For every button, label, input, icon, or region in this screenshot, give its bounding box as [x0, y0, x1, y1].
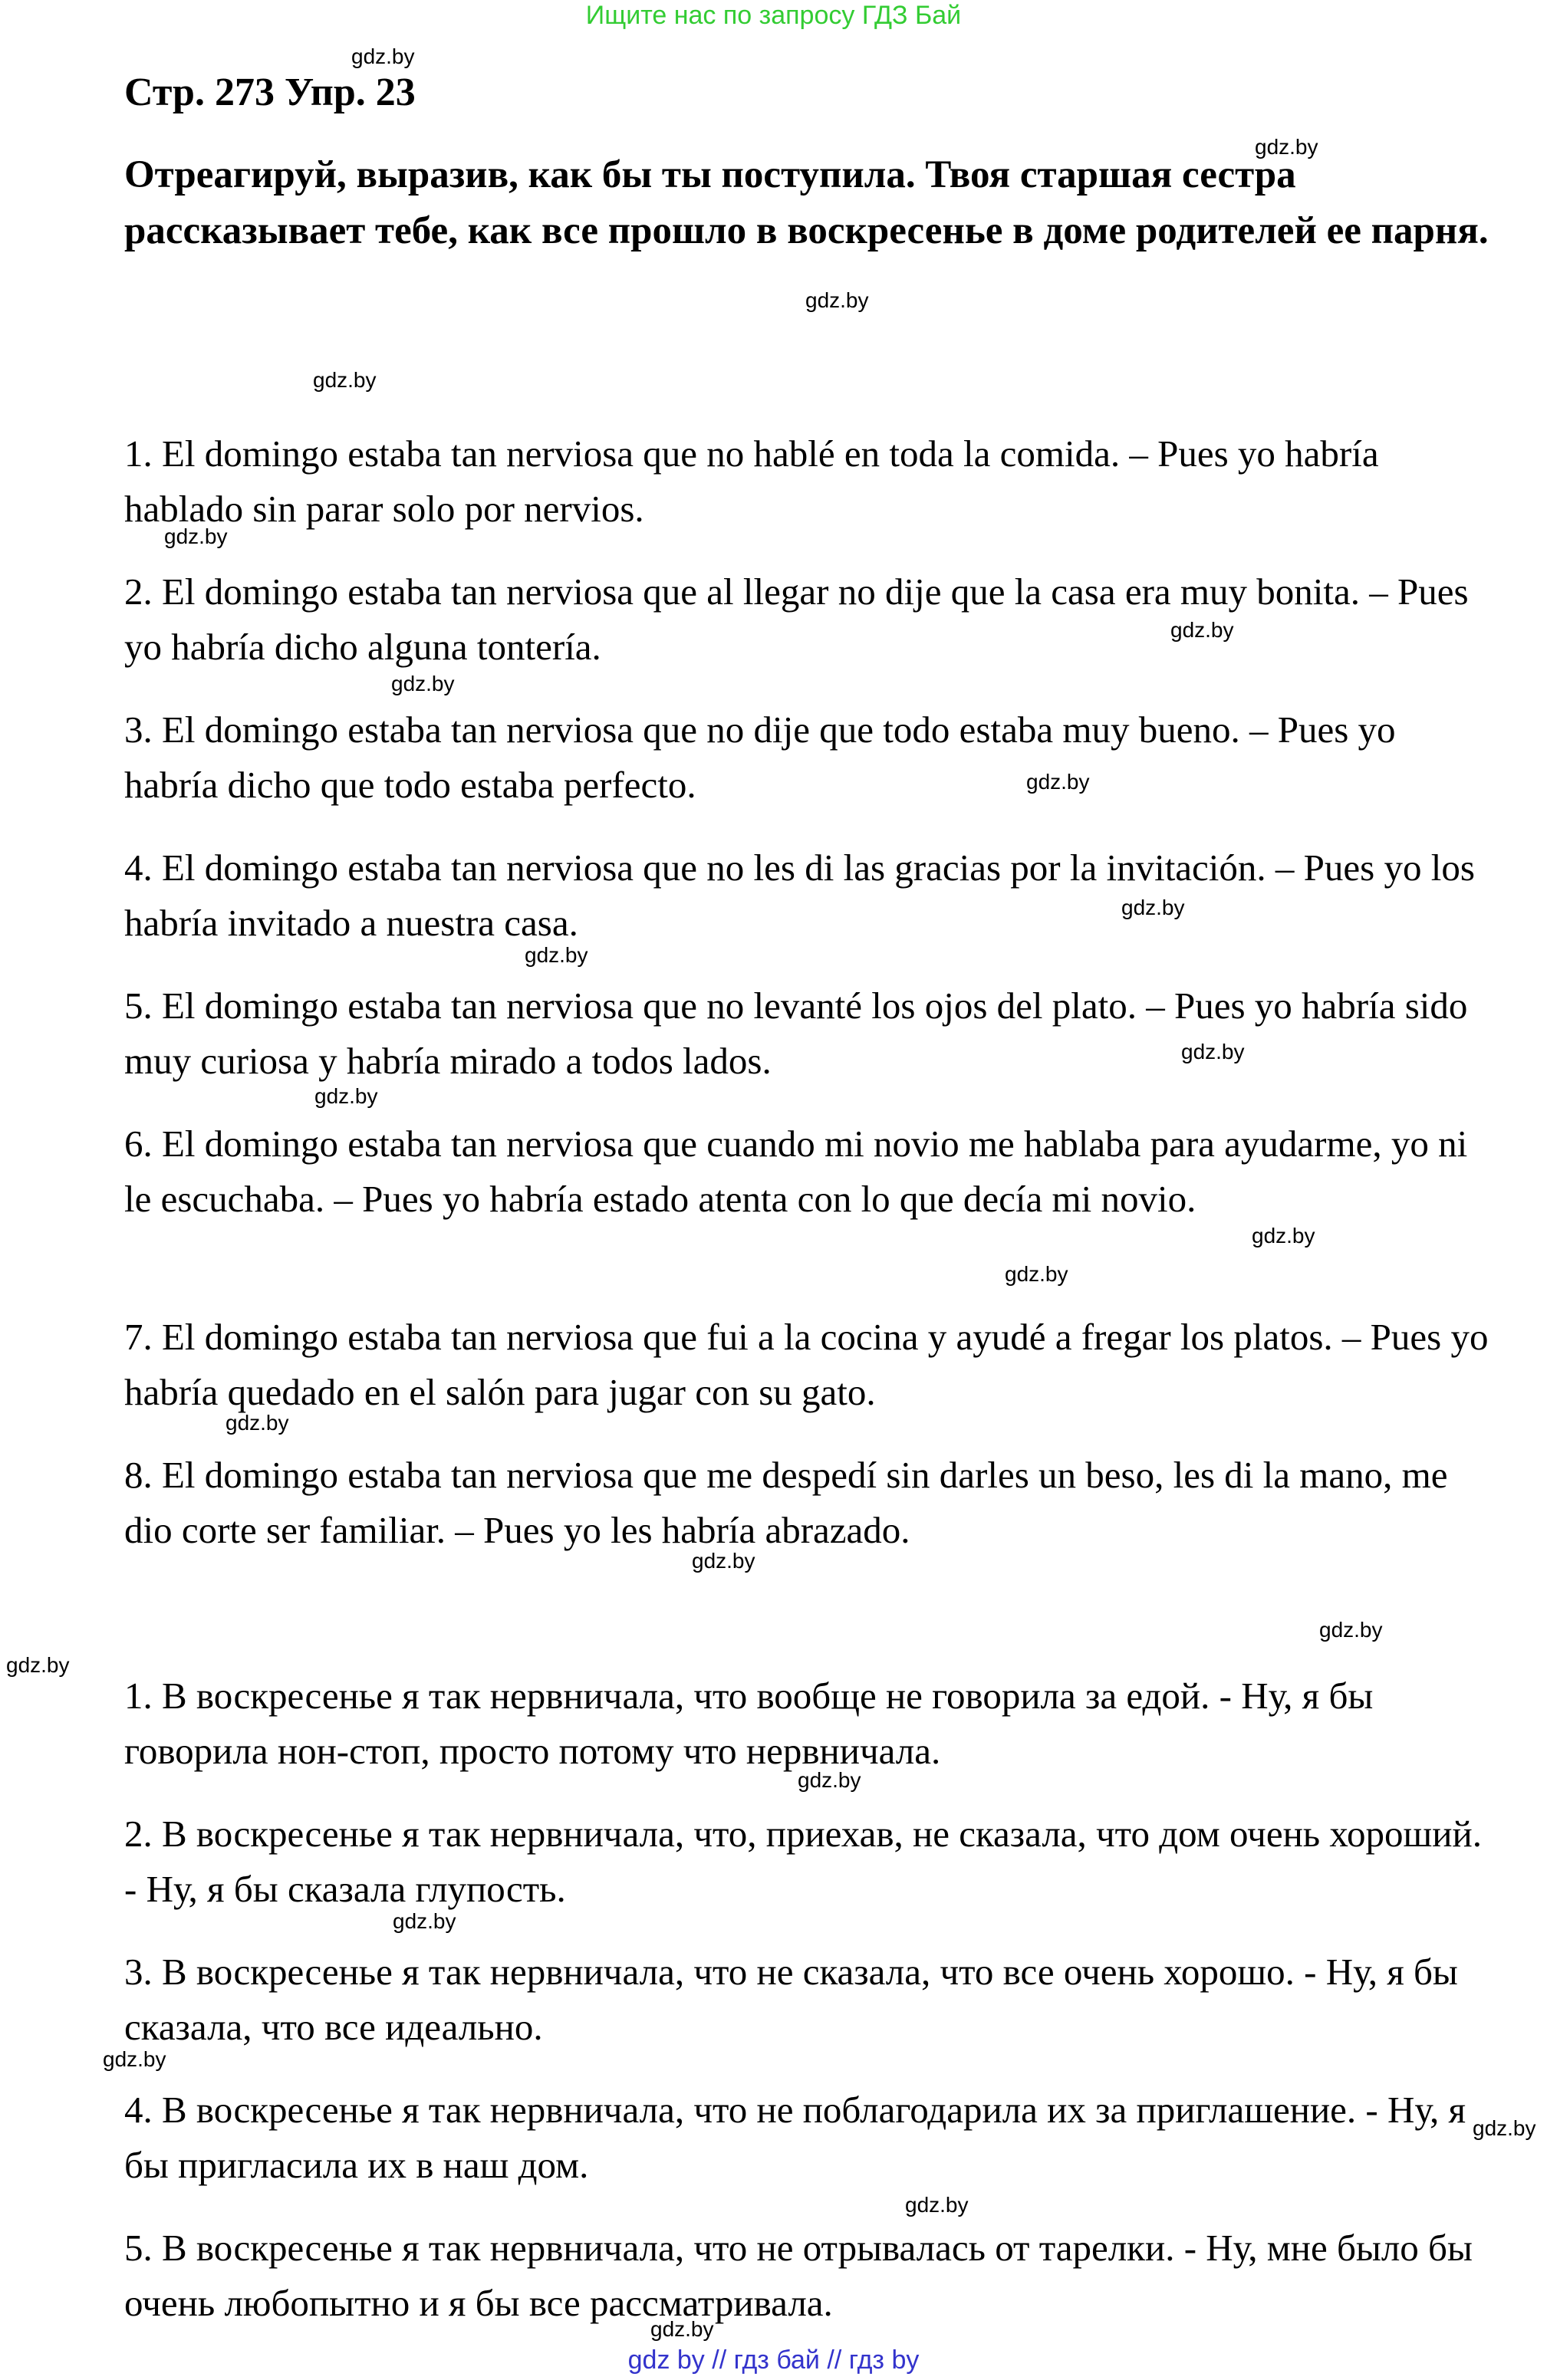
watermark: gdz.by	[1319, 1618, 1383, 1642]
russian-item-2: 2. В воскресенье я так нервничала, что, приехав, не сказала, что дом очень хороший. - Ну, я бы сказала глупость.	[124, 1813, 1482, 1910]
watermark: gdz.by	[905, 2193, 969, 2217]
watermark: gdz.by	[1005, 1262, 1068, 1286]
russian-item-3: 3. В воскресенье я так нервничала, что не сказала, что все очень хорошо. - Ну, я бы сказала, что все идеально.	[124, 1951, 1458, 2048]
watermark: gdz.by	[805, 288, 869, 312]
watermark: gdz.by	[391, 672, 455, 695]
spanish-item-1: 1. El domingo estaba tan nerviosa que no hablé en toda la comida. – Pues yo habría hablado sin parar solo por nervios.	[124, 432, 1379, 530]
watermark: gdz.by	[1121, 896, 1185, 919]
task-description: Отреагируй, выразив, как бы ты поступила. Твоя старшая сестра рассказывает тебе, как все прошло в воскресенье в доме родителей ее парня.	[124, 153, 1489, 252]
watermark: gdz.by	[225, 1411, 289, 1435]
watermark: gdz.by	[6, 1653, 70, 1677]
spanish-item-7: 7. El domingo estaba tan nerviosa que fui a la cocina y ayudé a fregar los platos. – Pues yo habría quedado en el salón para jugar con su gato.	[124, 1316, 1489, 1413]
watermark: gdz.by	[164, 524, 228, 548]
watermark: gdz.by	[313, 368, 377, 392]
watermark: gdz.by	[314, 1084, 378, 1108]
spanish-item-8: 8. El domingo estaba tan nerviosa que me despedí sin darles un beso, les di la mano, me dio corte ser familiar. – Pues yo les habría abrazado.	[124, 1454, 1448, 1551]
watermark: gdz.by	[1473, 2116, 1536, 2140]
watermark: gdz.by	[692, 1549, 755, 1573]
spanish-item-3: 3. El domingo estaba tan nerviosa que no dije que todo estaba muy bueno. – Pues yo habría dicho que todo estaba perfecto.	[124, 708, 1396, 806]
spanish-item-6: 6. El domingo estaba tan nerviosa que cuando mi novio me hablaba para ayudarme, yo ni le escuchaba. – Pues yo habría estado atenta con lo que decía mi novio.	[124, 1123, 1468, 1220]
russian-item-5: 5. В воскресенье я так нервничала, что не отрывалась от тарелки. - Ну, мне было бы очень любопытно и я бы все рассматривала.	[124, 2227, 1473, 2324]
watermark: gdz.by	[798, 1768, 861, 1792]
bottom-banner[interactable]: gdz by // гдз бай // гдз by	[627, 2345, 920, 2375]
watermark: gdz.by	[1252, 1224, 1315, 1248]
watermark: gdz.by	[1170, 618, 1234, 642]
watermark: gdz.by	[1026, 770, 1090, 794]
russian-item-1: 1. В воскресенье я так нервничала, что вообще не говорила за едой. - Ну, я бы говорила нон-стоп, просто потому что нервничала.	[124, 1675, 1374, 1772]
watermark: gdz.by	[103, 2047, 166, 2071]
spanish-item-2: 2. El domingo estaba tan nerviosa que al llegar no dije que la casa era muy bonita. – Pues yo habría dicho alguna tontería.	[124, 570, 1469, 668]
watermark: gdz.by	[351, 44, 415, 68]
page-title: Стр. 273 Упр. 23	[124, 71, 416, 114]
watermark: gdz.by	[1181, 1040, 1245, 1063]
spanish-item-5: 5. El domingo estaba tan nerviosa que no levanté los ojos del plato. – Pues yo habría sido muy curiosa y habría mirado a todos lados.	[124, 985, 1468, 1082]
russian-item-4: 4. В воскресенье я так нервничала, что не поблагодарила их за приглашение. - Ну, я бы пригласила их в наш дом.	[124, 2089, 1466, 2186]
watermark: gdz.by	[525, 943, 588, 967]
spanish-item-4: 4. El domingo estaba tan nerviosa que no les di las gracias por la invitación. – Pues yo los habría invitado a nuestra casa.	[124, 846, 1475, 944]
watermark: gdz.by	[393, 1909, 456, 1933]
watermark: gdz.by	[1255, 135, 1318, 159]
watermark: gdz.by	[650, 2317, 714, 2341]
top-banner[interactable]: Ищите нас по запросу ГДЗ Бай	[585, 1, 962, 30]
